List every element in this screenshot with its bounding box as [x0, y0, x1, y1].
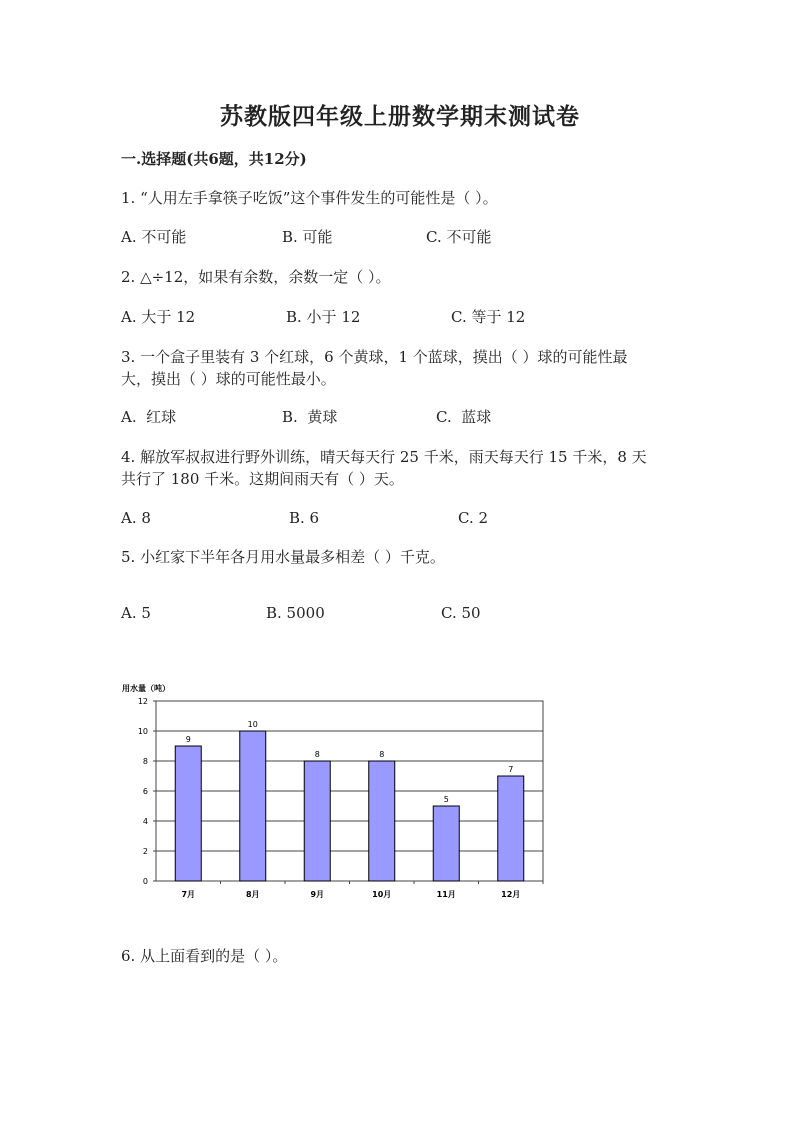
- chart-data-label: 10: [247, 720, 258, 729]
- q2-option-c: C. 等于 12: [451, 308, 526, 326]
- chart-y-tick-label: 6: [142, 787, 148, 796]
- chart-y-axis-label: 用水量（吨）: [122, 684, 170, 693]
- q5-option-b: B. 5000: [266, 604, 325, 622]
- q3-option-b: B. 黄球: [282, 408, 338, 426]
- question-3-line-2: 大，摸出（ ）球的可能性最小。: [121, 370, 336, 388]
- q3-option-a: A. 红球: [121, 408, 177, 426]
- question-2: 2. △÷12，如果有余数，余数一定（ ）。: [121, 268, 391, 286]
- chart-data-label: 9: [185, 735, 191, 744]
- chart-x-tick-label: 9月: [310, 890, 325, 899]
- q4-option-a: A. 8: [121, 509, 151, 527]
- water-usage-bar-chart: [118, 678, 558, 906]
- question-6: 6. 从上面看到的是（ ）。: [121, 947, 288, 965]
- chart-y-tick-label: 12: [137, 697, 148, 706]
- chart-data-label: 5: [443, 795, 449, 804]
- page-title: 苏教版四年级上册数学期末测试卷: [220, 103, 580, 130]
- q5-option-a: A. 5: [121, 604, 151, 622]
- chart-bar: [304, 761, 330, 881]
- chart-bar: [433, 806, 459, 881]
- q1-option-a: A. 不可能: [121, 228, 187, 246]
- q4-option-b: B. 6: [289, 509, 320, 527]
- question-4-line-1: 4. 解放军叔叔进行野外训练，晴天每天行 25 千米，雨天每天行 15 千米，8 天: [121, 448, 647, 466]
- q3-option-c: C. 蓝球: [436, 408, 492, 426]
- section-heading: 一.选择题(共6题，共12分): [121, 150, 307, 168]
- chart-data-label: 7: [508, 765, 514, 774]
- chart-bar: [498, 776, 524, 881]
- q2-option-b: B. 小于 12: [286, 308, 361, 326]
- chart-bar: [175, 746, 201, 881]
- q2-option-a: A. 大于 12: [121, 308, 196, 326]
- chart-bar: [369, 761, 395, 881]
- q1-option-c: C. 不可能: [426, 228, 492, 246]
- question-1: 1. “人用左手拿筷子吃饭”这个事件发生的可能性是（ ）。: [121, 189, 498, 207]
- q5-option-c: C. 50: [441, 604, 481, 622]
- chart-y-tick-label: 10: [137, 727, 148, 736]
- chart-data-label: 8: [314, 750, 320, 759]
- chart-bar: [240, 731, 266, 881]
- question-4-line-2: 共行了 180 千米。这期间雨天有（ ）天。: [121, 470, 404, 488]
- chart-data-label: 8: [379, 750, 385, 759]
- q1-option-b: B. 可能: [282, 228, 333, 246]
- chart-x-tick-label: 12月: [501, 890, 521, 899]
- q4-option-c: C. 2: [458, 509, 489, 527]
- chart-y-tick-label: 8: [142, 757, 148, 766]
- chart-x-tick-label: 11月: [436, 890, 456, 899]
- chart-x-tick-label: 8月: [245, 890, 260, 899]
- chart-y-tick-label: 2: [142, 847, 148, 856]
- chart-y-tick-label: 4: [142, 817, 148, 826]
- chart-x-tick-label: 10月: [372, 890, 392, 899]
- question-5: 5. 小红家下半年各月用水量最多相差（ ）千克。: [121, 548, 445, 566]
- chart-y-tick-label: 0: [142, 877, 148, 886]
- chart-x-tick-label: 7月: [181, 890, 196, 899]
- question-3-line-1: 3. 一个盒子里装有 3 个红球，6 个黄球，1 个蓝球，摸出（ ）球的可能性最: [121, 348, 628, 366]
